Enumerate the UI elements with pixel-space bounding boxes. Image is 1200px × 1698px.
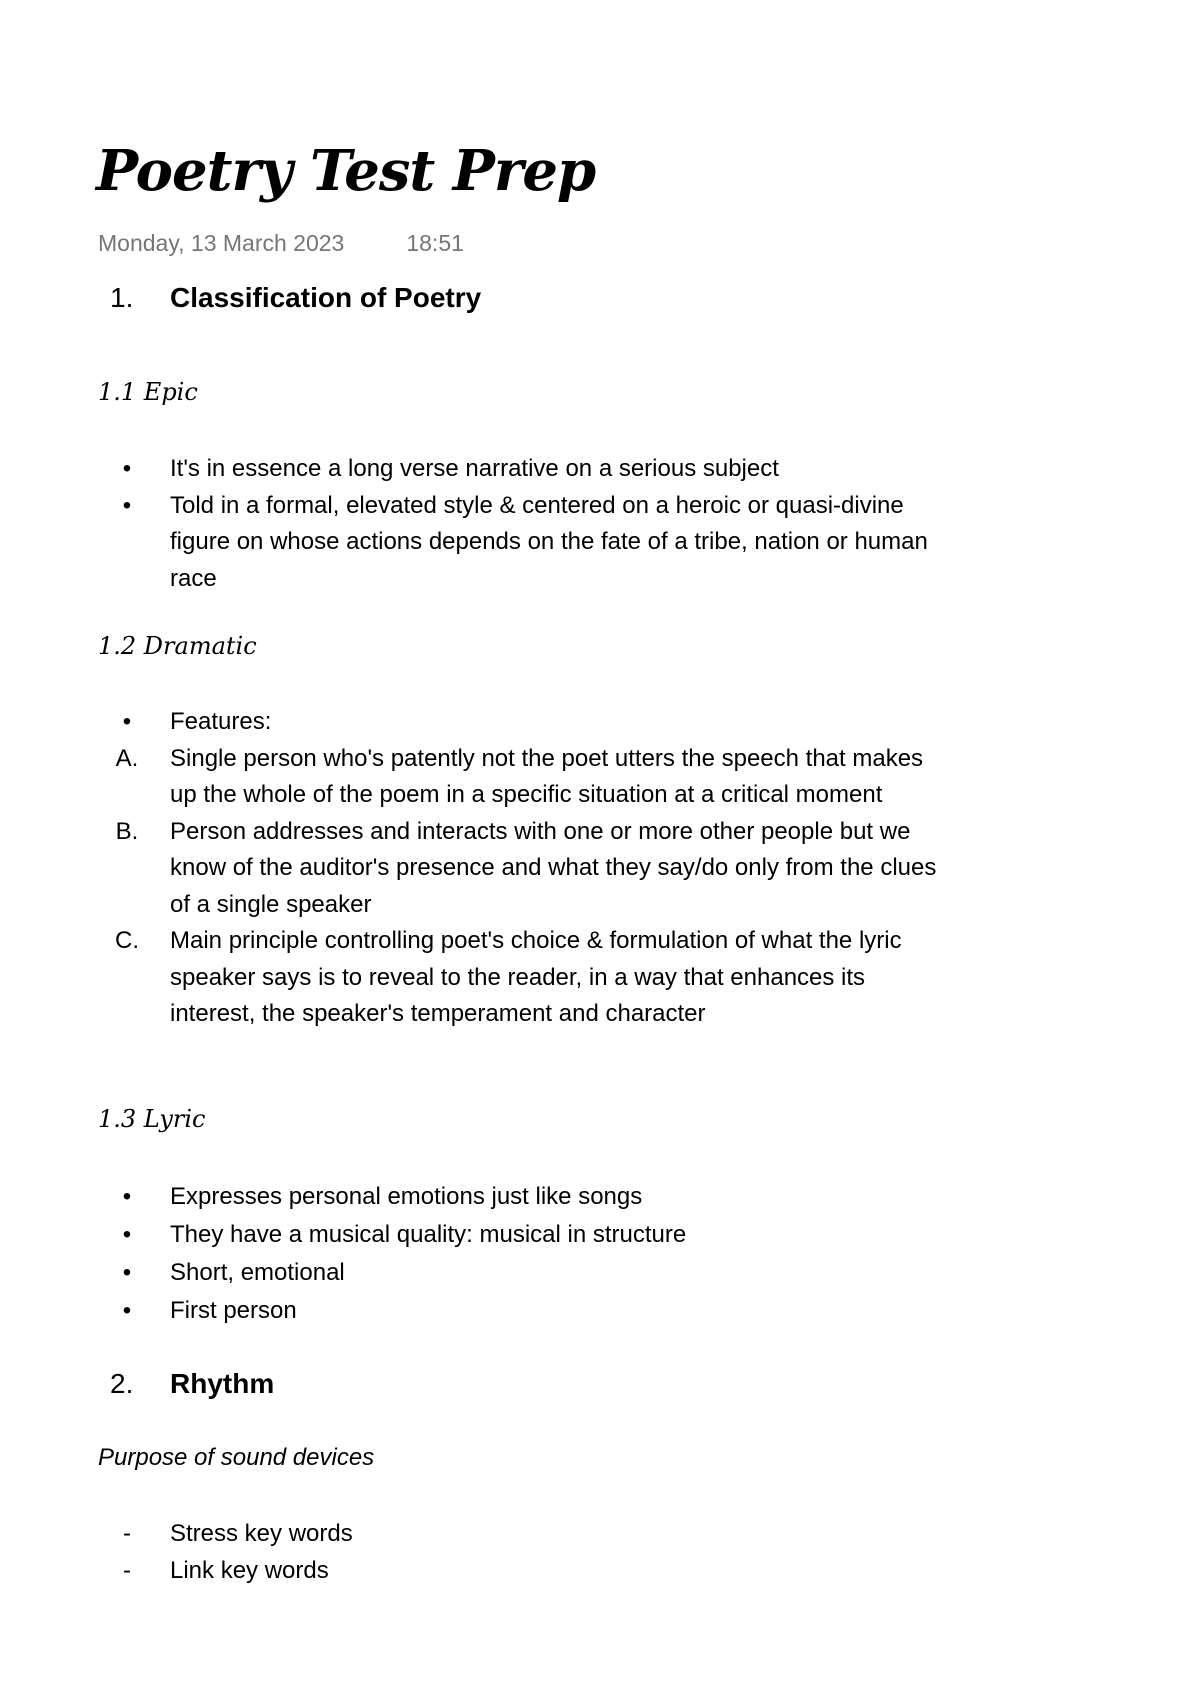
section-number: 1. [110,282,134,313]
list-item [0,1553,950,1590]
bullet-marker: • [122,708,132,735]
bullet-marker: • [122,455,132,482]
list-item-text: Expresses personal emotions just like songs [170,1183,643,1210]
list-item-text: Told in a formal, elevated style & centered on a heroic or quasi-divine figure on whose actions depends on the fate of a tribe, nation or human race [170,491,928,592]
page-title: Poetry Test Prep [96,138,596,204]
section-heading-text: Rhythm [170,1368,275,1399]
list-item [0,923,950,1033]
dash-marker: - [123,1520,131,1547]
list-item [0,488,950,598]
list-item-text: Main principle controlling poet's choice & formulation of what the lyric speaker says is to reveal to the reader, in a way that enhances its interest, the speaker's temperament and character [170,927,902,1027]
list-item-text: First person [170,1297,297,1324]
page-date: Monday, 13 March 2023 [98,230,345,256]
section-heading-text: Classification of Poetry [170,282,482,313]
page-datetime [98,230,464,257]
list-item [0,1254,950,1292]
section-heading-rhythm [110,1368,274,1400]
list-item [0,741,950,814]
list-item [0,451,950,488]
dash-marker: - [123,1556,131,1584]
sound-devices-dash-list [0,1516,950,1589]
dramatic-features-list [0,704,950,1033]
subheading-dramatic: 1.2 Dramatic [98,632,257,660]
epic-bullet-list [0,451,950,597]
list-item-text: It's in essence a long verse narrative on a serious subject [170,455,779,482]
lyric-bullet-list [0,1178,950,1330]
subheading-sound-devices: Purpose of sound devices [98,1444,375,1471]
list-item [0,704,950,741]
page-time: 18:51 [406,230,464,256]
list-item [0,1516,950,1553]
list-item-text: Stress key words [170,1520,353,1547]
subheading-epic: 1.1 Epic [98,378,198,406]
bullet-marker: • [122,1183,132,1210]
list-item-text: Short, emotional [170,1259,345,1286]
subheading-lyric: 1.3 Lyric [98,1105,206,1133]
bullet-marker: • [122,1221,132,1248]
bullet-marker: • [122,1297,132,1324]
list-item [0,814,950,924]
list-item-text: Link key words [170,1556,329,1584]
letter-marker: B. [115,817,139,845]
list-item-text: Single person who's patently not the poet utters the speech that makes up the whole of the poem in a specific situation at a critical moment [170,744,924,808]
list-item [0,1216,950,1254]
list-item-text: Features: [170,708,272,735]
bullet-marker: • [122,491,132,519]
section-heading-classification [110,282,481,314]
list-item [0,1292,950,1330]
bullet-marker: • [122,1259,132,1286]
list-item [0,1178,950,1216]
list-item-text: Person addresses and interacts with one or more other people but we know of the auditor's presence and what they say/do only from the clues of a single speaker [170,817,937,918]
section-number: 2. [110,1368,134,1399]
letter-marker: C. [115,927,139,954]
list-item-text: They have a musical quality: musical in structure [170,1221,687,1248]
letter-marker: A. [115,744,139,772]
